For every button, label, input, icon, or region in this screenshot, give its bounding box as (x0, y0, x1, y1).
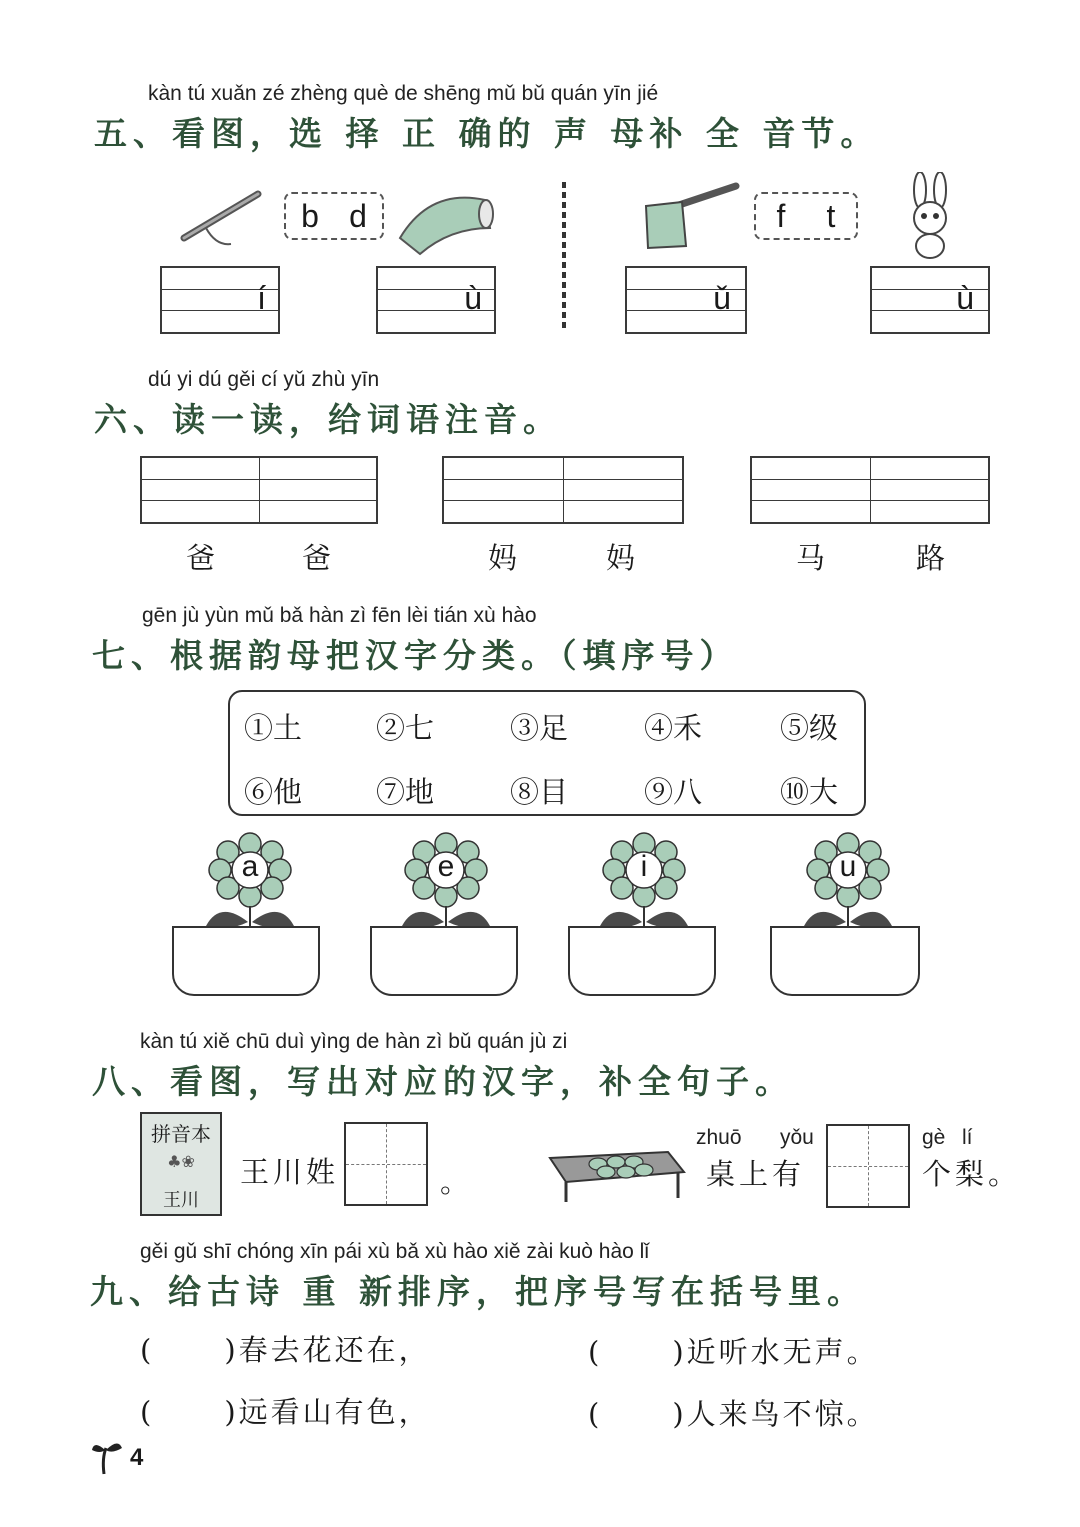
pot-i[interactable] (568, 926, 716, 996)
option-2: ②七 (376, 711, 435, 745)
flute-image (176, 186, 266, 256)
section6-title: 六、读一读，给词语注音。 (94, 400, 562, 439)
word-2a: 妈 (488, 541, 518, 575)
section8-title: 八、看图，写出对应的汉字，补全句子。 (92, 1062, 794, 1101)
options-ft (754, 192, 858, 240)
sentence2-end: 个梨。 (922, 1157, 1022, 1191)
option-b: b (301, 197, 319, 234)
flower-u-label: u (839, 850, 857, 883)
sentence2: 桌上有 (706, 1157, 806, 1191)
word-2b: 妈 (606, 541, 636, 575)
book-title: 拼音本 (151, 1122, 211, 1146)
option-10: ⑩大 (780, 775, 839, 809)
pinyin-zhuo: zhuō (696, 1126, 742, 1149)
poem-line-1: ( )春去花还在， (140, 1333, 431, 1367)
word-pinyin-box-3[interactable] (750, 456, 990, 524)
answer-box-2[interactable] (826, 1124, 910, 1208)
sprout-icon (90, 1436, 124, 1476)
option-1: ①土 (244, 711, 303, 745)
page-number: 4 (130, 1444, 144, 1471)
table-with-pears-image (548, 1138, 686, 1210)
pinyin-box-1[interactable]: í (160, 266, 280, 334)
option-f: f (776, 197, 786, 234)
section7-pinyin: gēn jù yùn mǔ bǎ hàn zì fēn lèi tián xù hào (142, 604, 537, 627)
poem-line-4: ( )人来鸟不惊。 (588, 1397, 879, 1431)
pinyin-notebook-image (140, 1112, 222, 1216)
section-divider (556, 180, 572, 332)
poem-line-2: ( )近听水无声。 (588, 1335, 879, 1369)
word-pinyin-box-2[interactable] (442, 456, 684, 524)
section8-pinyin: kàn tú xiě chū duì yìng de hàn zì bǔ quán jù zi (140, 1030, 568, 1053)
word-3a: 马 (796, 541, 826, 575)
pot-e[interactable] (370, 926, 518, 996)
section6-pinyin: dú yi dú gěi cí yǔ zhù yīn (148, 368, 380, 391)
pinyin-you: yǒu (780, 1126, 814, 1149)
poem-line-3: ( )远看山有色， (140, 1395, 431, 1429)
flower-e-label: e (437, 850, 455, 883)
section9-title: 九、给古诗 重 新排序，把序号写在括号里。 (90, 1272, 866, 1311)
axe-image (634, 180, 740, 252)
option-8: ⑧目 (510, 775, 569, 809)
flower-i-label: i (640, 850, 648, 883)
flower-a-label: a (241, 850, 259, 883)
pinyin-box-4[interactable]: ù (870, 266, 990, 334)
book-name: 王川 (163, 1190, 199, 1211)
options-bd (284, 192, 384, 240)
option-6: ⑥他 (244, 775, 303, 809)
pinyin-li: lí (962, 1126, 973, 1149)
rabbit-image (900, 172, 960, 262)
sentence1-end: 。 (440, 1165, 474, 1199)
pot-u[interactable] (770, 926, 920, 996)
option-9: ⑨八 (644, 775, 703, 809)
option-4: ④禾 (644, 711, 703, 745)
option-7: ⑦地 (376, 775, 435, 809)
pinyin-box-2[interactable]: ù (376, 266, 496, 334)
option-t: t (826, 197, 836, 234)
section9-pinyin: gěi gǔ shī chóng xīn pái xù bǎ xù hào xiě zài kuò hào lǐ (140, 1240, 650, 1263)
section5-pinyin: kàn tú xuǎn zé zhèng què de shēng mǔ bǔ quán yīn jié (148, 82, 659, 105)
word-pinyin-box-1[interactable] (140, 456, 378, 524)
word-1b: 爸 (302, 541, 332, 575)
sentence1: 王川姓 (240, 1155, 340, 1189)
cloth-image (390, 188, 500, 258)
option-d: d (349, 197, 367, 234)
answer-box-1[interactable] (344, 1122, 428, 1206)
pot-a[interactable] (172, 926, 320, 996)
word-1a: 爸 (186, 541, 216, 575)
section7-title: 七、根据韵母把汉字分类。（填序号） (92, 636, 739, 675)
word-3b: 路 (916, 541, 946, 575)
option-3: ③足 (510, 711, 569, 745)
section5-title: 五、看图，选 择 正 确的 声 母补 全 音节。 (94, 114, 880, 153)
pinyin-box-3[interactable]: ǔ (625, 266, 747, 334)
option-5: ⑤级 (780, 711, 839, 745)
pinyin-ge: gè (922, 1126, 946, 1149)
book-leaves-icon: ♣❀ (167, 1152, 195, 1171)
